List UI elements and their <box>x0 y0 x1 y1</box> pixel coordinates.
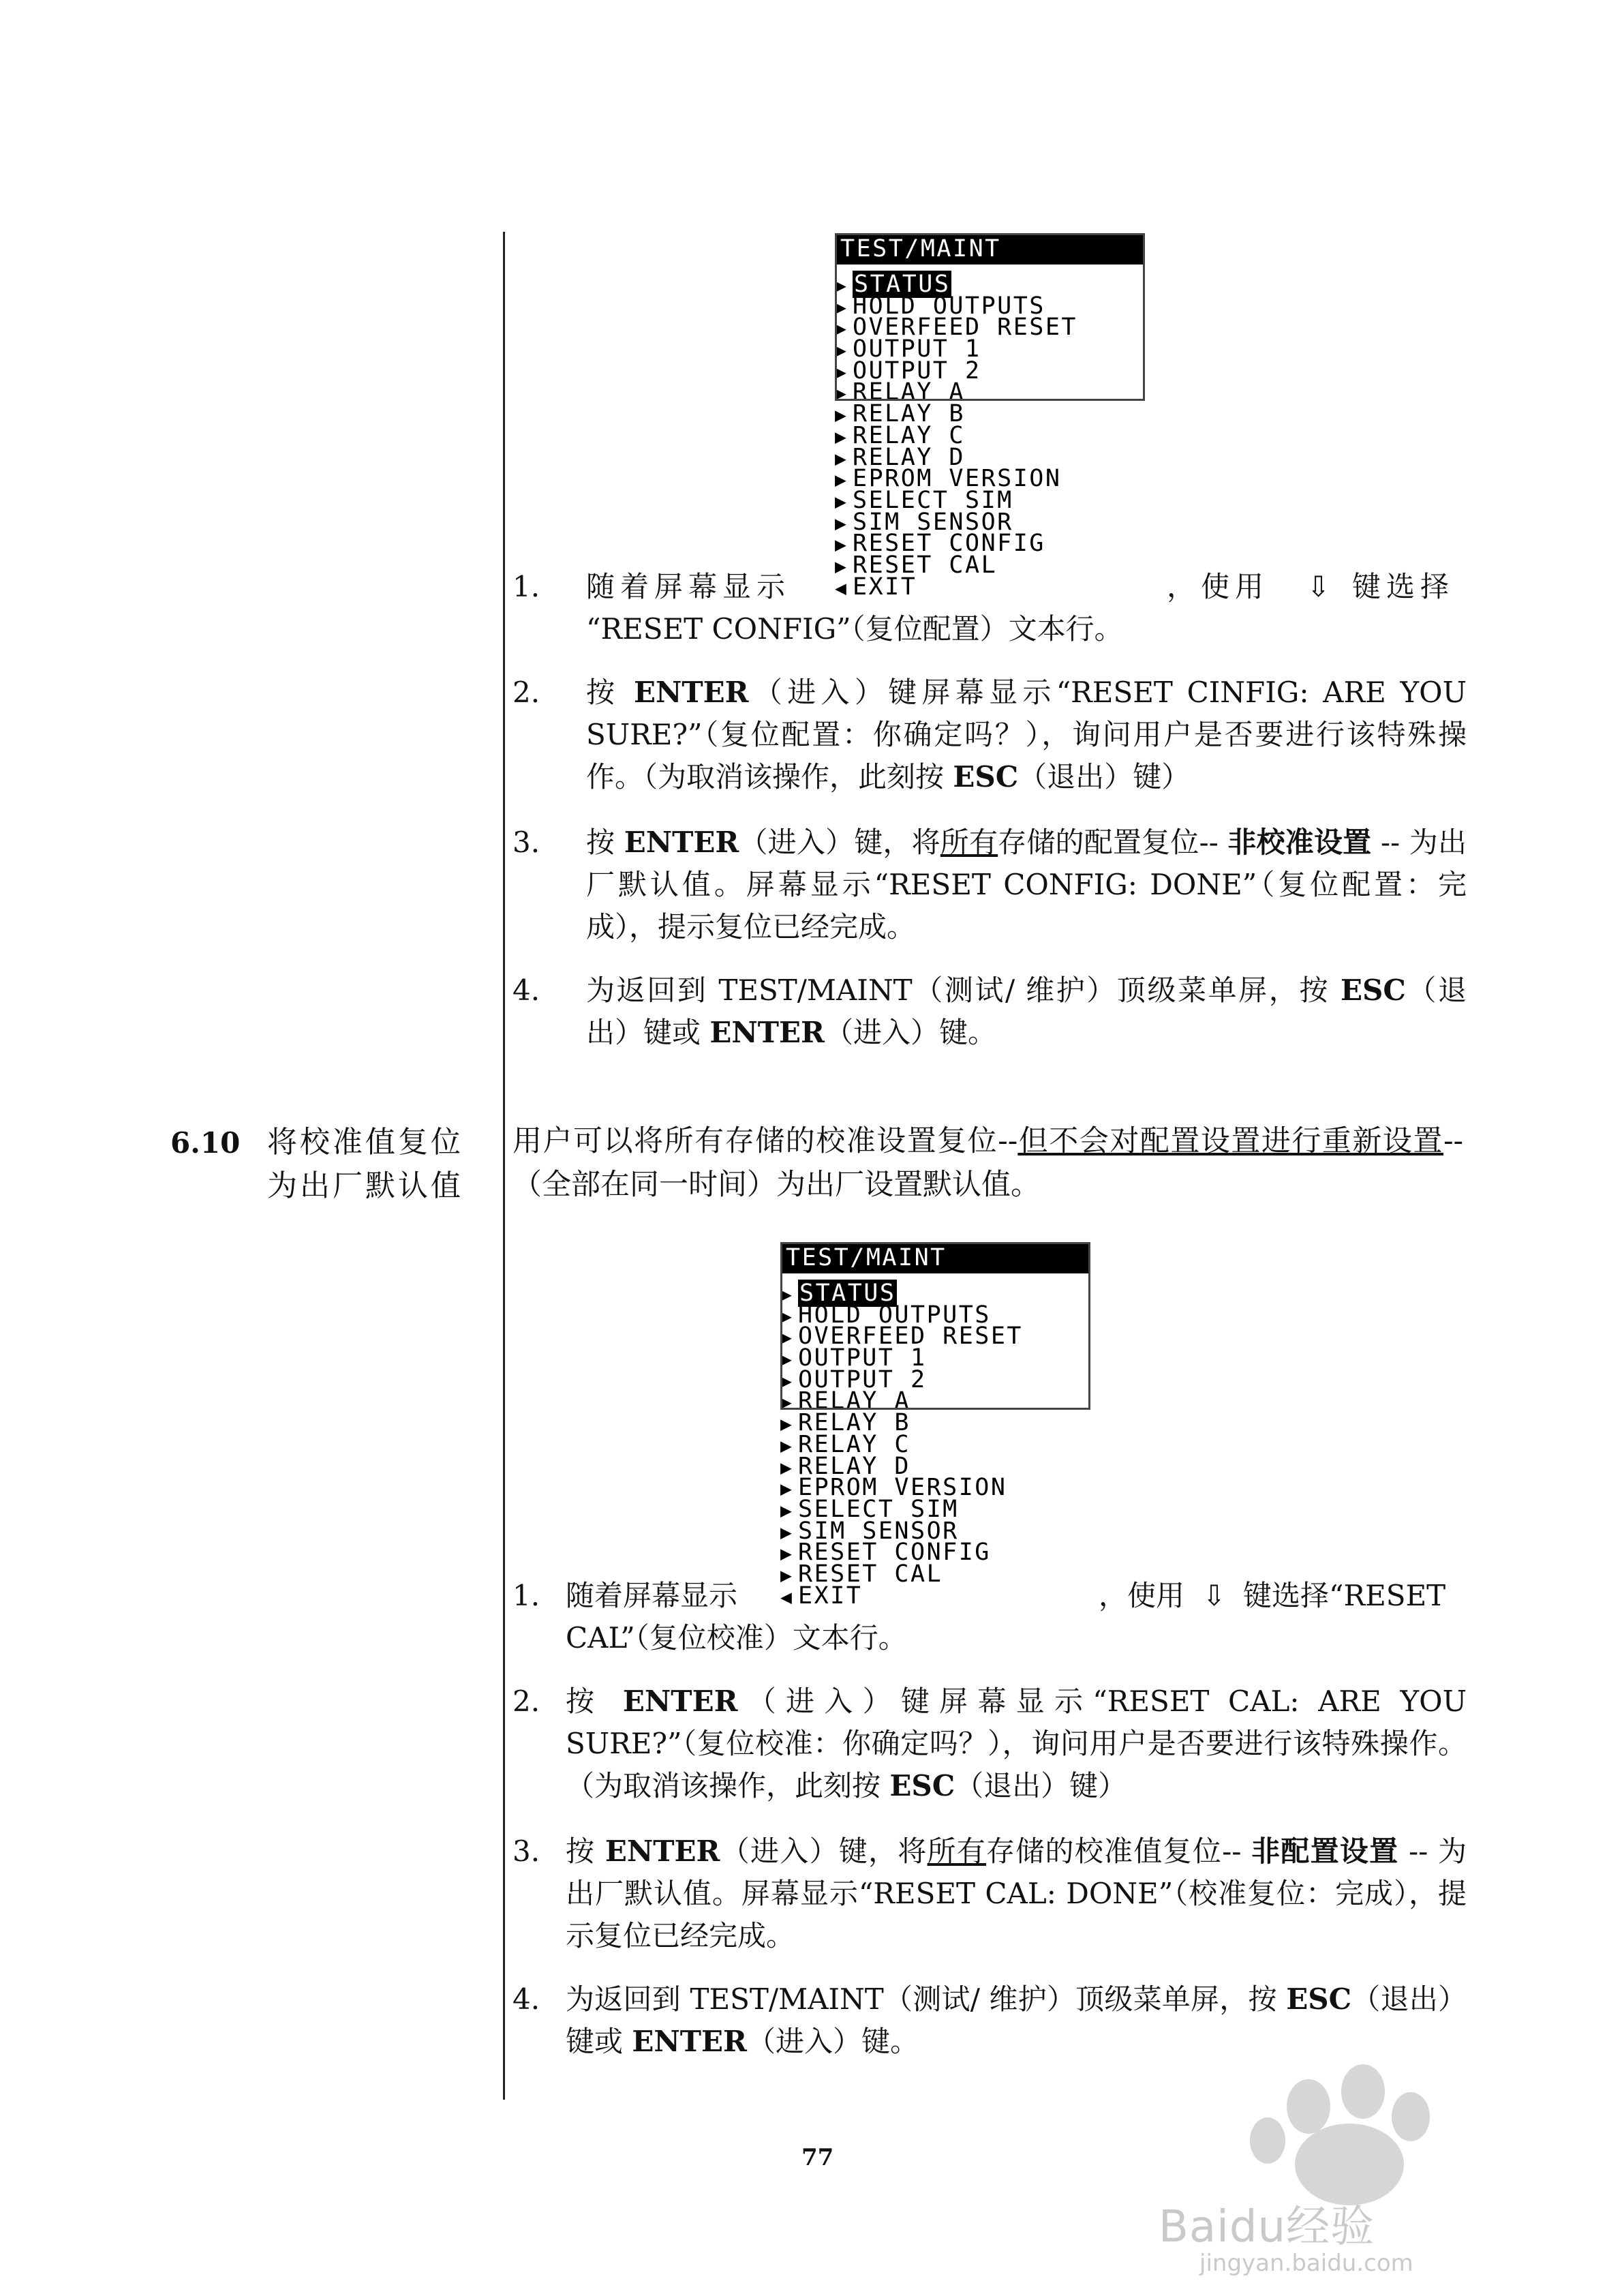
lcd-menu-item: ◀ EXIT <box>835 573 917 601</box>
lcd-menu-item: ▶ HOLD OUTPUTS <box>835 292 1045 320</box>
arrow-left-icon: ◀ <box>780 1585 794 1608</box>
arrow-right-icon: ▶ <box>835 511 848 534</box>
lcd-menu-list <box>835 265 1145 601</box>
lcd-menu-item: ▶ EPROM VERSION <box>835 465 1062 493</box>
step-text: ，使用 <box>1099 1579 1185 1612</box>
step-body: 为返回到 TEST/MAINT（测试/ 维护）顶级菜单屏，按 ESC（退出）键或 ENTER（进入）键。 <box>566 1982 1467 2058</box>
arrow-right-icon: ▶ <box>835 489 848 513</box>
step-body: 按 ENTER（进入）键屏幕显示“RESET CINFIG: ARE YOU SURE?”（复位配置：你确定吗？），询问用户是否要进行该特殊操作。（为取消该操作，此刻按 ESC（退出）键） <box>586 676 1467 794</box>
lcd-menu-item: ▶ RELAY D <box>780 1452 911 1480</box>
lcd-menu-list <box>780 1273 1090 1610</box>
step-number: 4. <box>512 1982 540 2016</box>
arrow-right-icon: ▶ <box>780 1391 794 1414</box>
section-title: 将校准值复位为出厂默认值 <box>267 1125 463 1203</box>
lcd-menu-item: ▶ RESET CONFIG <box>835 530 1045 558</box>
lcd-menu-item: ▶ RELAY D <box>835 443 966 471</box>
lcd-menu-item: ▶ OUTPUT 2 <box>780 1365 927 1393</box>
lcd-menu-item: ▶ RESET CAL <box>780 1560 943 1588</box>
step-text: ，使用 <box>1167 570 1270 603</box>
lcd-menu-item: ▶ SIM SENSOR <box>780 1517 959 1545</box>
step-text: CAL”（复位校准）文本行。 <box>566 1621 907 1655</box>
arrow-right-icon: ▶ <box>780 1434 794 1457</box>
lcd-menu-item: ▶ EPROM VERSION <box>780 1474 1007 1502</box>
arrow-right-icon: ▶ <box>780 1369 794 1392</box>
arrow-right-icon: ▶ <box>835 295 848 318</box>
lcd-menu-item: ▶ OUTPUT 2 <box>835 357 981 384</box>
lcd-menu-item: ▶ OVERFEED RESET <box>835 314 1078 342</box>
arrow-right-icon: ▶ <box>780 1563 794 1586</box>
lcd-menu-item: ▶ HOLD OUTPUTS <box>780 1301 991 1329</box>
lcd-menu-item: ▶ RELAY C <box>780 1430 911 1458</box>
step-text: 键选择“RESET <box>1243 1579 1446 1612</box>
arrow-right-icon: ▶ <box>780 1477 794 1500</box>
lcd-menu-item: ◀ EXIT <box>780 1582 863 1610</box>
step-number: 2. <box>512 676 540 709</box>
arrow-right-icon: ▶ <box>780 1283 794 1305</box>
step-number: 3. <box>512 1834 540 1868</box>
step-body: 按 ENTER（进入）键，将所有存储的配置复位-- 非校准设置 -- 为出厂默认值。屏幕显示“RESET CONFIG: DONE”（复位配置：完成），提示复位已经完成。 <box>586 826 1467 943</box>
arrow-right-icon: ▶ <box>780 1413 794 1436</box>
arrow-right-icon: ▶ <box>780 1455 794 1479</box>
arrow-right-icon: ▶ <box>835 339 848 362</box>
page-number: 77 <box>801 2144 834 2171</box>
arrow-right-icon: ▶ <box>835 447 848 470</box>
arrow-right-icon: ▶ <box>780 1326 794 1349</box>
down-arrow-icon: ⇩ <box>1306 570 1331 603</box>
arrow-right-icon: ▶ <box>780 1498 794 1522</box>
arrow-right-icon: ▶ <box>835 274 848 297</box>
down-arrow-icon: ⇩ <box>1202 1579 1227 1612</box>
section-number: 6.10 <box>170 1126 241 1160</box>
step-1 <box>512 566 1467 654</box>
lcd-menu-item: ▶ RESET CAL <box>835 551 998 579</box>
column-divider <box>503 232 505 2100</box>
lcd-menu-item: ▶ RELAY A <box>780 1387 911 1415</box>
arrow-left-icon: ◀ <box>835 576 848 599</box>
arrow-right-icon: ▶ <box>780 1304 794 1327</box>
step-text: 随着屏幕显示 <box>566 1579 738 1612</box>
arrow-right-icon: ▶ <box>835 404 848 427</box>
lcd-menu-item: ▶ SELECT SIM <box>835 486 1013 514</box>
lcd-menu-item: ▶ OUTPUT 1 <box>780 1344 927 1372</box>
arrow-right-icon: ▶ <box>780 1520 794 1543</box>
lcd-menu-item: ▶ SELECT SIM <box>780 1495 959 1523</box>
arrow-right-icon: ▶ <box>780 1348 794 1371</box>
lcd-menu-item: ▶ STATUS <box>780 1280 896 1307</box>
watermark-brand: Baidu经验 <box>1159 2202 1375 2252</box>
lcd-menu-item: ▶ SIM SENSOR <box>835 508 1013 536</box>
step-number: 2. <box>512 1685 540 1718</box>
step-1 <box>512 1575 1467 1663</box>
arrow-right-icon: ▶ <box>780 1542 794 1565</box>
lcd-menu-item: ▶ STATUS <box>835 271 951 298</box>
arrow-right-icon: ▶ <box>835 554 848 577</box>
lcd-title: TEST/MAINT <box>835 233 1145 265</box>
step-number: 3. <box>512 826 540 859</box>
step-text: 键选择 <box>1352 570 1455 603</box>
lcd-menu-item: ▶ RELAY A <box>835 378 966 406</box>
step-number: 4. <box>512 973 540 1007</box>
step-body: 按 ENTER（进入）键屏幕显示“RESET CAL: ARE YOU SURE?”（复位校准：你确定吗？），询问用户是否要进行该特殊操作。（为取消该操作，此刻按 ESC（退出）键） <box>566 1685 1467 1802</box>
step-body: 为返回到 TEST/MAINT（测试/ 维护）顶级菜单屏，按 ESC（退出）键或 ENTER（进入）键。 <box>586 973 1467 1049</box>
lcd-menu-item: ▶ RELAY C <box>835 421 966 449</box>
section-intro: 用户可以将所有存储的校准设置复位--但不会对配置设置进行重新设置--（全部在同一时间）为出厂设置默认值。 <box>512 1124 1464 1202</box>
step-text: 随着屏幕显示 <box>586 570 791 603</box>
arrow-right-icon: ▶ <box>835 360 848 383</box>
lcd-menu-item: ▶ RESET CONFIG <box>780 1539 991 1567</box>
step-number: 1. <box>512 1579 540 1612</box>
watermark-url: jingyan.baidu.com <box>1199 2250 1413 2277</box>
lcd-title: TEST/MAINT <box>780 1242 1090 1273</box>
step-text: “RESET CONFIG”（复位配置）文本行。 <box>586 612 1123 646</box>
step-body: 按 ENTER（进入）键，将所有存储的校准值复位-- 非配置设置 -- 为出厂默认值。屏幕显示“RESET CAL: DONE”（校准复位：完成），提示复位已经完成。 <box>566 1834 1467 1952</box>
arrow-right-icon: ▶ <box>835 425 848 448</box>
lcd-menu-item: ▶ RELAY B <box>780 1409 911 1437</box>
step-number: 1. <box>512 570 540 603</box>
lcd-menu-item: ▶ OVERFEED RESET <box>780 1323 1024 1350</box>
arrow-right-icon: ▶ <box>835 382 848 405</box>
arrow-right-icon: ▶ <box>835 468 848 492</box>
arrow-right-icon: ▶ <box>835 317 848 340</box>
lcd-menu-item: ▶ RELAY B <box>835 400 966 428</box>
arrow-right-icon: ▶ <box>835 533 848 556</box>
lcd-menu-item: ▶ OUTPUT 1 <box>835 335 981 363</box>
lcd-menu-screen <box>835 233 1145 601</box>
lcd-menu-screen <box>780 1242 1090 1610</box>
